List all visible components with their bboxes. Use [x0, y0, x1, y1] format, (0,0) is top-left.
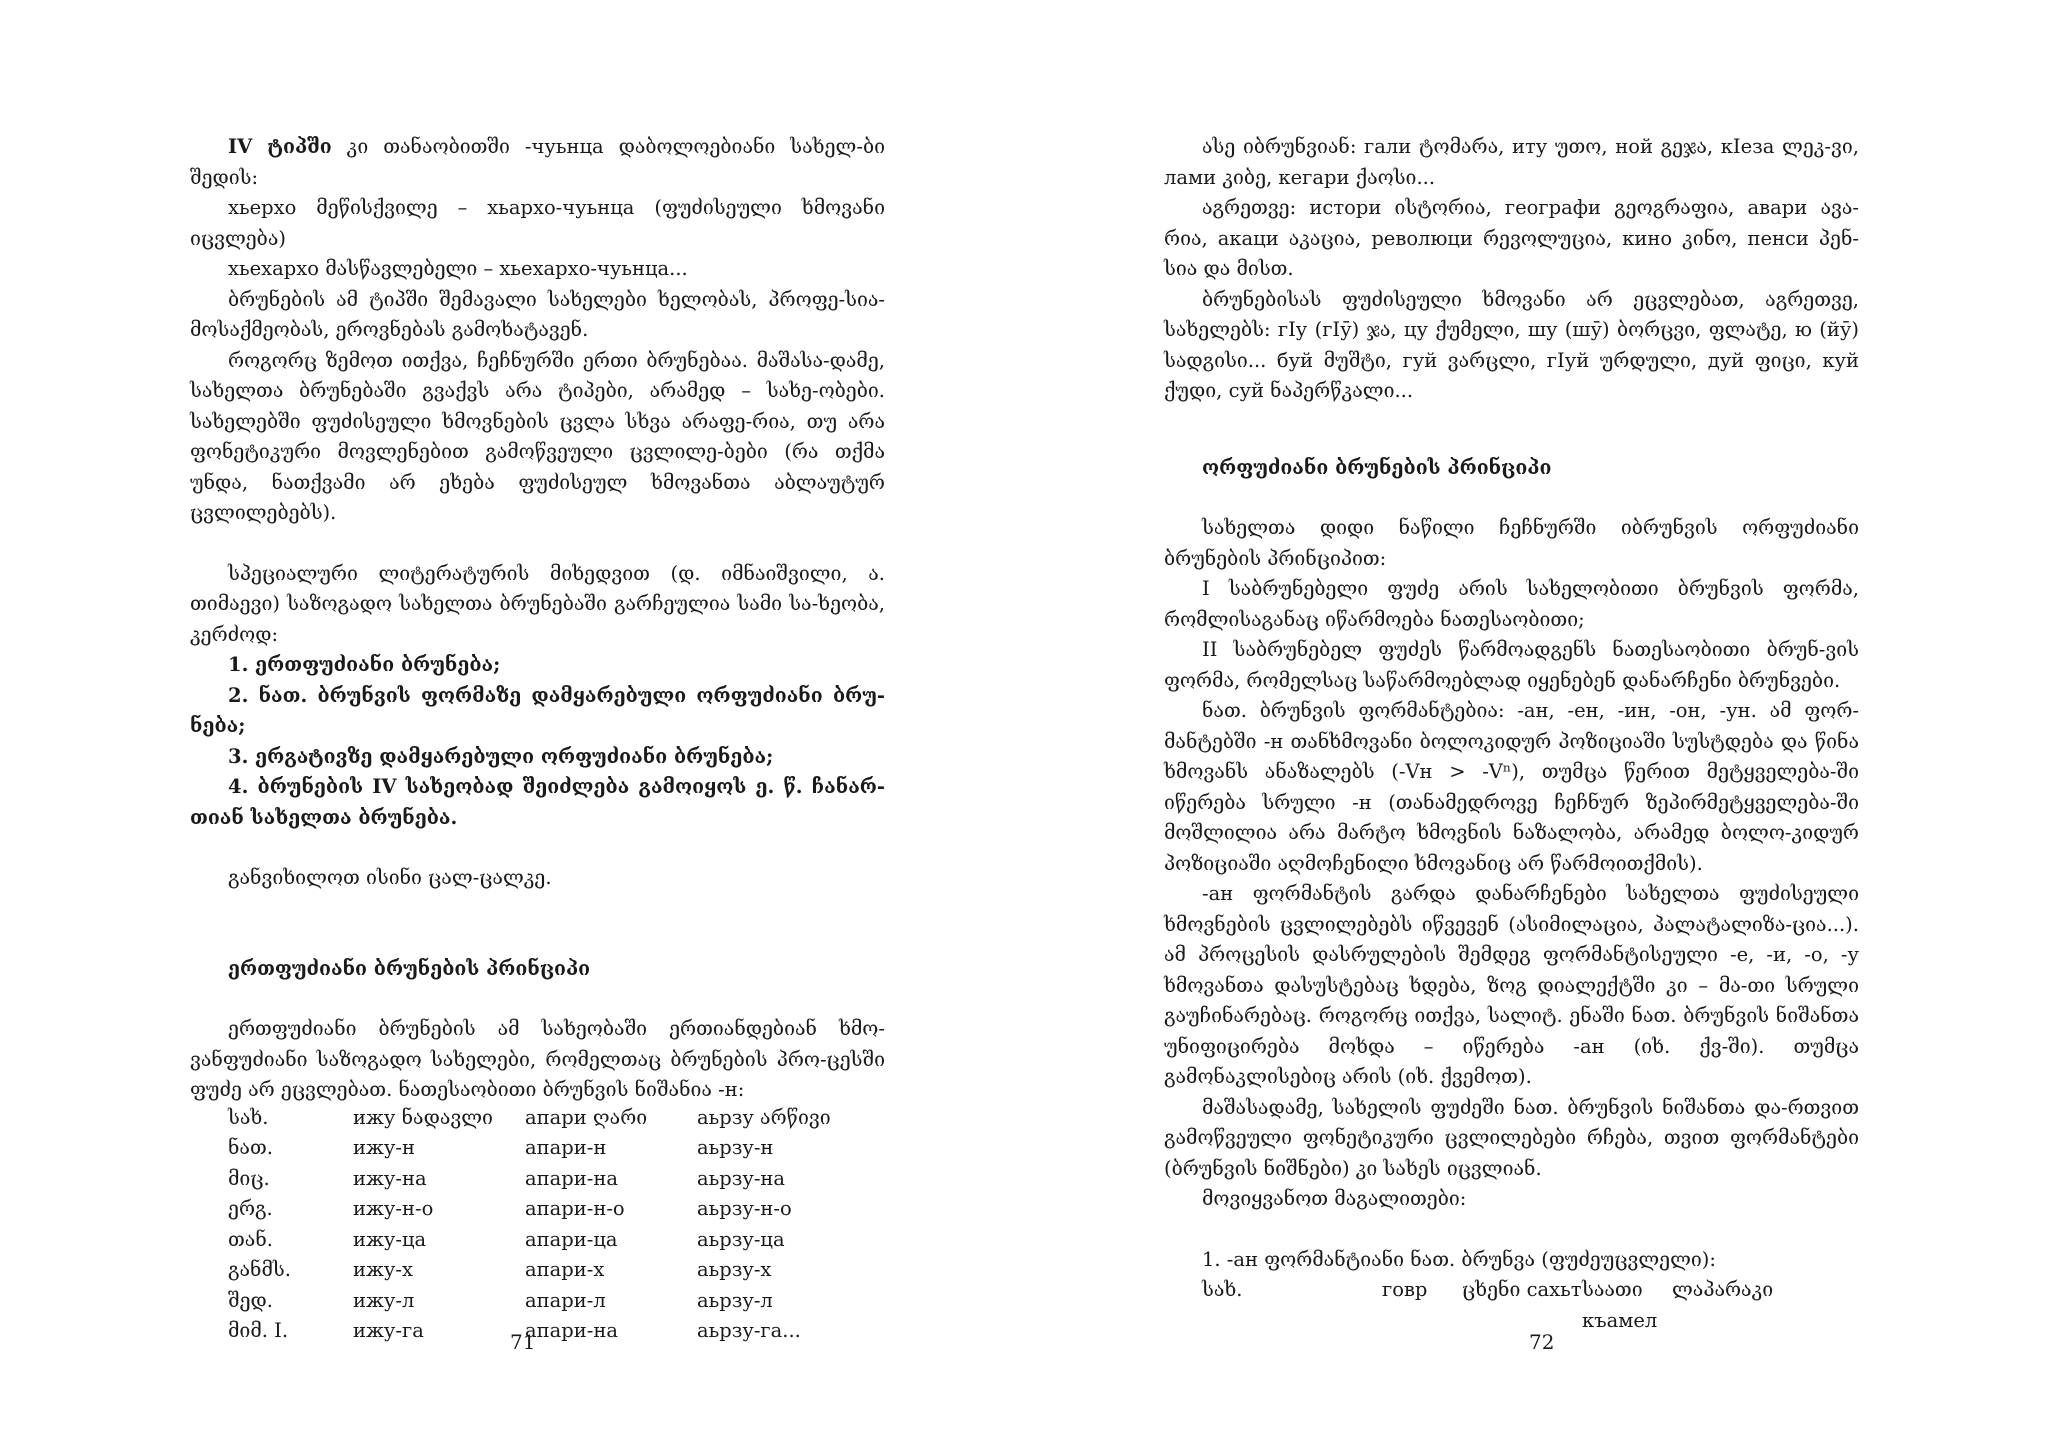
table-cell: ижу-ца	[353, 1227, 427, 1251]
list-item-1: 1. ერთფუძიანი ბრუნება;	[228, 653, 501, 676]
paragraph-examples: მოვიყვანოთ მაგალითები:	[1202, 1187, 1467, 1210]
left-column	[190, 132, 885, 1350]
table-cell: განმს.	[228, 1258, 291, 1281]
table-cell: апари-ца	[525, 1227, 618, 1251]
type-iv-text: კი თანაობითში -чуьнца დაბოლოებიანი სახელ-ბი შედის:	[190, 135, 885, 189]
table-cell: аьрзу-л	[697, 1288, 773, 1312]
paragraph-also: აგრეთვე: истори ისტორია, географи გეოგრაფია, авари ავა-რია, акаци აკაცია, революци რევოლუცია, кино კინო, пенси პენ-სია და მისთ.	[1164, 196, 1859, 280]
table-cell: ნათ.	[228, 1136, 273, 1159]
table-cell: ижу-н	[353, 1136, 415, 1159]
table-cell: апари-н	[525, 1136, 607, 1159]
list-item-3: 3. ერგატივზე დამყარებული ორფუძიანი ბრუნება;	[228, 744, 774, 768]
table-cell: მიც.	[228, 1166, 270, 1190]
paragraph-an-formant: 1. -ан ფორმანტიანი ნათ. ბრუნვა (ფუძეუცვლელი):	[1202, 1247, 1716, 1271]
table-cell: аьрзу-ца	[697, 1227, 785, 1251]
paragraph-vowel-unchanged: ბრუნებისას ფუძისეული ხმოვანი არ ეცვლებათ, აგრეთვე, სახელებს: гIу (гIӯ) ჯა, цу ქუმელი, шу (шӯ) ბორცვი, ფლატე, ю (йӯ) სადგისი... буй მუშტი, гуй ვარცლი, гIуй ურდული, дуй ფიცი, куй ქუდი, суй ნაპერწკალი...	[1164, 287, 1859, 402]
table-cell: სახ.	[228, 1105, 269, 1129]
paragraph-one-declension: როგორც ზემოთ ითქვა, ჩეჩნურში ერთი ბრუნებაა. მაშასა-დამე, სახელთა ბრუნებაში გვაქვს არა ტიპები, არამედ – სახე-ობები. სახელებში ფუძისეული ხმოვნების ცვლა სხვა არაფე-რია, თუ არა ფონეტიკური მოვლენებით გამოწვეული ცვლილე-ბები (რა თქმა უნდა, ნათქვამი არ ეხება ფუძისეულ ხმოვანთა აბლაუტურ ცვლილებებს).	[190, 348, 885, 524]
paragraph-genitive-formants: ნათ. ბრუნვის ფორმანტებია: -ан, -ен, -ин, -он, -ун. ამ ფორ-მანტებში -н თანხმოვანი ბოლოკიდურ პოზიციაში სუსტდება და წინა ხმოვანს ანაზალებს (-Vн > -Vⁿ), თუმცა წერით მეტყველება-ში იწერება სრული -н (თანამედროვე ჩეჩნურ ზეპირმეტყველება-ში მოშლილია არა მარტო ხმოვნის ნაზალობა, არამედ ბოლო-კიდურ პოზიციაში აღმოჩენილი ხმოვანიც არ წარმოითქმის).	[1164, 699, 1859, 875]
page-right	[1024, 0, 2048, 1447]
paragraph-stem-ii: II საბრუნებელ ფუძეს წარმოადგენს ნათესაობითი ბრუნ-ვის ფორმა, რომელსაც საწარმოებლად იყენებენ დანარჩენი ბრუნვები.	[1164, 638, 1859, 692]
example-row-nominative	[1202, 1275, 1859, 1336]
table-cell: ижу-га	[353, 1319, 424, 1342]
table-cell: ერგ.	[228, 1197, 273, 1220]
table-cell: მიმ. I.	[228, 1319, 289, 1342]
table-cell: ижу-на	[353, 1166, 427, 1190]
table-cell: апари-х	[525, 1258, 605, 1281]
row-cell: говр	[1382, 1278, 1428, 1301]
paragraph-two-stem-intro: სახელთა დიდი ნაწილი ჩეჩნურში იბრუნვის ორფუძიანი ბრუნების პრინციპით:	[1164, 516, 1859, 570]
paragraph-declined-like: ასე იბრუნვიან: гали ტომარა, иту უთო, ной გეჯა, кIеза ლეკ-ვი, лами კიბე, кегари ქაოსი...	[1164, 135, 1859, 189]
table-cell: апари-н-о	[525, 1197, 625, 1220]
right-column	[1164, 132, 1859, 1336]
paragraph-type-iv	[190, 132, 885, 193]
table-cell: апари-на	[525, 1319, 618, 1342]
row-cell: სახ.	[1202, 1278, 1243, 1301]
table-cell: аьрзу-н-о	[697, 1197, 792, 1220]
paragraph-profession: ბრუნების ამ ტიპში შემავალი სახელები ხელობას, პროფე-სია-მოსაქმეობას, ეროვნებას გამოხატავენ.	[190, 287, 885, 341]
table-row	[228, 1136, 831, 1167]
section-heading-single-stem: ერთფუძიანი ბრუნების პრინციპი	[228, 956, 591, 980]
paragraph-vowel-changes: -ан ფორმანტის გარდა დანარჩენები სახელთა ფუძისეული ხმოვნების ცვლილებებს იწვევენ (ასიმილაცია, პალატალიზა-ცია...). ამ პროცესის დასრულების შემდეგ ფორმანტისეული -е, -и, -о, -у ხმოვანთა დასუსტებაც ხდება, ზოგ დიალექტში კი – მა-თი სრული გაუჩინარებაც. როგორც ითქვა, სალიტ. ენაში ნათ. ბრუნვის ნიშანთა უნიფიცირება მოხდა – იწერება -ан (იხ. ქვ-ში). თუმცა გამონაკლისებიც არის (იხ. ქვემოთ).	[1164, 882, 1859, 1088]
section-heading-two-stem: ორფუძიანი ბრუნების პრინციპი	[1202, 455, 1552, 479]
table-row	[228, 1289, 831, 1320]
table-row	[228, 1258, 831, 1289]
row-cell: ცხენი сахьт	[1462, 1278, 1582, 1301]
type-iv-label: IV ტიპში	[228, 135, 332, 158]
example-teacher: хьехархо მასწავლებელი – хьехархо-чуьнца...	[228, 257, 688, 280]
table-cell: апари ღარი	[525, 1105, 648, 1129]
table-row	[228, 1167, 831, 1198]
table-cell: ижу ნადავლი	[353, 1105, 493, 1129]
page-number-left-text: 71	[510, 1330, 536, 1354]
table-cell: ижу-х	[353, 1258, 413, 1281]
table-cell: ижу-н-о	[353, 1197, 434, 1220]
table-row	[228, 1197, 831, 1228]
list-item-4: 4. ბრუნების IV სახეობად შეიძლება გამოიყოს ე. წ. ჩანარ-თიან სახელთა ბრუნება.	[190, 775, 885, 829]
table-cell: аьрзу-н	[697, 1136, 774, 1159]
row-cell: ლაპარაკი	[1672, 1278, 1774, 1301]
declension-table	[228, 1106, 831, 1350]
table-cell: ижу-л	[353, 1288, 415, 1312]
table-cell: შედ.	[228, 1288, 273, 1312]
table-cell: аьрзу-на	[697, 1166, 786, 1190]
list-item-2: 2. ნათ. ბრუნვის ფორმაზე დამყარებული ორფუძიანი ბრუ-ნება;	[190, 683, 885, 737]
table-cell: аьрзу-х	[697, 1258, 772, 1281]
table-cell: аьрзу-га...	[697, 1319, 801, 1342]
table-row	[228, 1106, 831, 1137]
paragraph-thus: მაშასადამე, სახელის ფუძეში ნათ. ბრუნვის ნიშანთა და-რთვით გამოწვეული ფონეტიკური ცვლილებები რჩება, თვით ფორმანტები (ბრუნვის ნიშნები) კი სახეს იცვლიან.	[1164, 1095, 1859, 1180]
table-cell: თან.	[228, 1227, 273, 1251]
row-cell: საათი къамел	[1582, 1278, 1658, 1332]
paragraph-discuss: განვიხილოთ ისინი ცალ-ცალკე.	[228, 866, 552, 889]
paragraph-literature: სპეციალური ლიტერატურის მიხედვით (დ. იმნაიშვილი, ა. თიმაევი) საზოგადო სახელთა ბრუნებაში გარჩეულია სამი სა-ხეობა, კერძოდ:	[190, 561, 885, 646]
page-number-right-text: 72	[1529, 1330, 1555, 1354]
table-cell: аьрзу არწივი	[697, 1105, 831, 1129]
table-cell: апари-на	[525, 1166, 618, 1190]
table-row	[228, 1228, 831, 1259]
paragraph-stem-i: I საბრუნებელი ფუძე არის სახელობითი ბრუნვის ფორმა, რომლისაგანაც იწარმოება ნათესაობითი;	[1164, 577, 1859, 631]
example-miller: хьерхо მეწისქვილე – хьархо-чуьнца (ფუძისეული ხმოვანი იცვლება)	[190, 196, 885, 250]
table-cell: апари-л	[525, 1288, 606, 1312]
paragraph-single-stem: ერთფუძიანი ბრუნების ამ სახეობაში ერთიანდებიან ხმო-ვანფუძიანი საზოგადო სახელები, რომელთაც ბრუნების პრო-ცესში ფუძე არ ეცვლებათ. ნათესაობითი ბრუნვის ნიშანია -н:	[190, 1017, 885, 1101]
